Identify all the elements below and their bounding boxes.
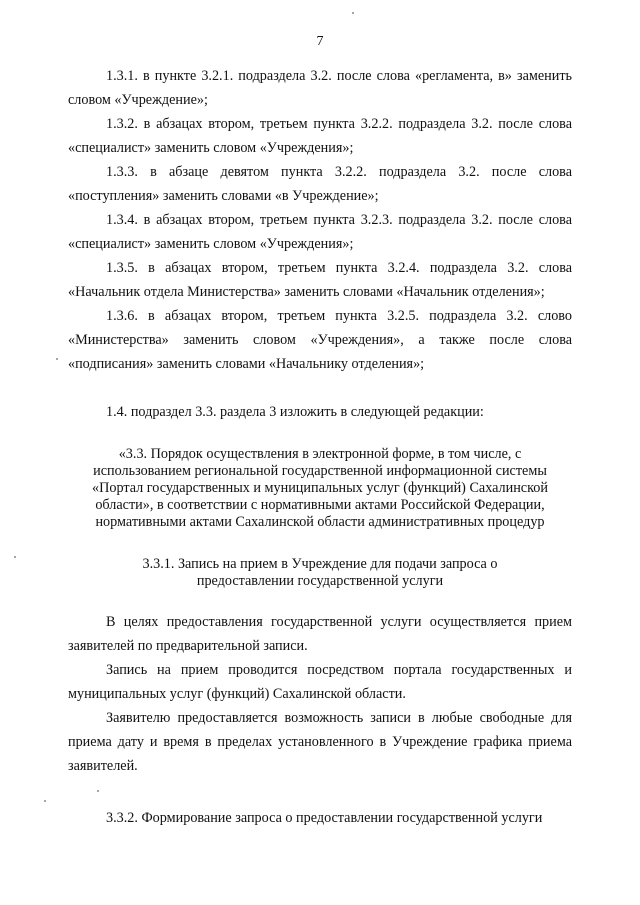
section-heading-line: «Портал государственных и муниципальных услуг (функций) Сахалинской: [92, 480, 548, 496]
subsection-heading-3-3-2: 3.3.2. Формирование запроса о предоставлении государственной услуги: [106, 810, 543, 826]
scan-speck: [352, 12, 354, 14]
amendment-list: [68, 64, 572, 376]
section-heading-line: использованием региональной государственной информационной системы: [93, 463, 547, 479]
scan-speck: [97, 790, 99, 792]
subsection-body: [68, 610, 572, 778]
paragraph-1-3-2: 1.3.2. в абзацах втором, третьем пункта 3.2.2. подраздела 3.2. после слова «специалист» заменить словом «Учреждения»;: [68, 116, 572, 156]
section-heading-3-3: [68, 446, 572, 531]
subsection-3-3-2-wrapper: [68, 806, 572, 830]
body-paragraph: В целях предоставления государственной услуги осуществляется прием заявителей по предварительной записи.: [68, 614, 572, 654]
scan-speck: [14, 556, 16, 558]
scan-speck: [44, 800, 46, 802]
paragraph-1-3-5: 1.3.5. в абзацах втором, третьем пункта 3.2.4. подраздела 3.2. слова «Начальник отдела Министерства» заменить словами «Начальник отделения»;: [68, 260, 572, 300]
page-number: 7: [316, 34, 324, 49]
paragraph-1-3-4: 1.3.4. в абзацах втором, третьем пункта 3.2.3. подраздела 3.2. после слова «специалист» заменить словом «Учреждения»;: [68, 212, 572, 252]
subsection-heading-line: предоставлении государственной услуги: [196, 573, 444, 589]
paragraph-1-4-wrapper: [68, 400, 572, 424]
paragraph-1-4: 1.4. подраздел 3.3. раздела 3 изложить в следующей редакции:: [106, 404, 484, 420]
subsection-heading-line: 3.3.1. Запись на прием в Учреждение для подачи запроса о: [142, 556, 498, 572]
section-heading-line: области», в соответствии с нормативными актами Российской Федерации,: [95, 497, 545, 513]
subsection-heading-3-3-1: [68, 556, 572, 590]
paragraph-1-3-3: 1.3.3. в абзаце девятом пункта 3.2.2. подраздела 3.2. после слова «поступления» заменить словами «в Учреждение»;: [68, 164, 572, 204]
scan-speck: [56, 358, 58, 360]
body-paragraph: Заявителю предоставляется возможность записи в любые свободные для приема дату и время в пределах установленного в Учреждение графика приема заявителей.: [68, 710, 572, 774]
body-paragraph: Запись на прием проводится посредством портала государственных и муниципальных услуг (функций) Сахалинской области.: [68, 662, 572, 702]
paragraph-1-3-6: 1.3.6. в абзацах втором, третьем пункта 3.2.5. подраздела 3.2. слово «Министерства» заменить словом «Учреждения», а также после слова «подписания» заменить словами «Начальнику отделения»;: [68, 308, 572, 372]
section-heading-line: нормативными актами Сахалинской области административных процедур: [95, 514, 545, 530]
paragraph-1-3-1: 1.3.1. в пункте 3.2.1. подраздела 3.2. после слова «регламента, в» заменить словом «Учреждение»;: [68, 68, 572, 108]
section-heading-line: «3.3. Порядок осуществления в электронной форме, в том числе, с: [118, 446, 522, 462]
